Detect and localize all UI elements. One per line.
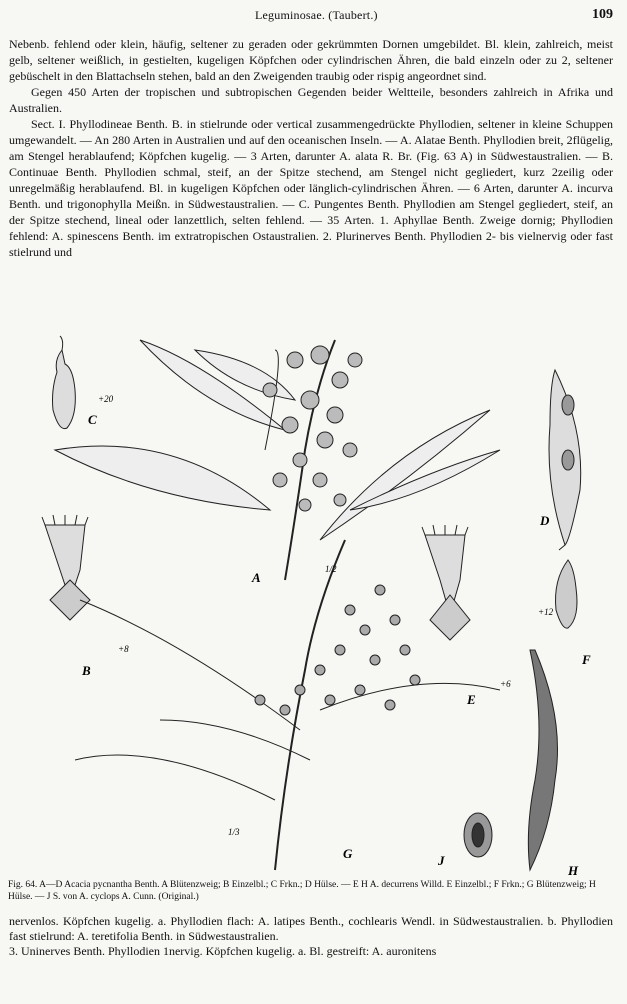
pod-d-drawing	[549, 370, 581, 550]
paragraph: 3. Uninerves Benth. Phyllodien 1nervig. Köpfchen kugelig. a. Bl. gestreift: A. auronitens	[9, 944, 437, 958]
branch-g-drawing	[75, 540, 500, 870]
scale-label-a: 1/2	[325, 564, 337, 574]
paragraph: nervenlos. Köpfchen kugelig. a. Phyllodien flach: A. latipes Benth., cochlearis Wendl. in Südwestaustralien. b. Phyllodien fast stielrund: A. teretifolia Benth. in Südwestaustralien.	[9, 914, 613, 943]
figure-letter-a: A	[252, 570, 261, 585]
ovary-f-drawing	[556, 560, 578, 628]
figure-caption: Fig. 64. A—D Acacia pycnantha Benth. A Blütenzweig; B Einzelbl.; C Frkn.; D Hülse. — E H A. decurrens Willd. E Einzelbl.; F Frkn.; G Blütenzweig; H Hülse. — J S. von A. cyclops A. Cunn. (Original.)	[8, 880, 596, 902]
paragraph: Nebenb. fehlend oder klein, häufig, seltener zu geraden oder gekrümmten Dornen umgebildet. Bl. klein, zahlreich, meist gelb, seltener weißlich, in gestielten, kugeligen Köpfchen oder cylindrischen Ähren, die bald einzeln oder zu 2, seltener gebüschelt in den Blattachseln stehen, bald an den Zweigenden traubig oder rispig angeordnet sind.	[9, 37, 613, 83]
figure-letter-h: H	[568, 863, 579, 878]
body-text-top	[9, 36, 613, 260]
paragraph: Gegen 450 Arten der tropischen und subtropischen Gegenden beider Weltteile, besonders zahlreich in Afrika und Australien.	[9, 85, 613, 115]
flower-b-drawing	[42, 515, 90, 620]
figure-illustration	[20, 330, 615, 878]
figure-letter-e: E	[467, 692, 476, 707]
page-number: 109	[592, 7, 613, 22]
seed-j-drawing	[464, 813, 492, 857]
scale-label-c: +20	[98, 394, 114, 404]
figure-letter-g: G	[343, 846, 353, 861]
scale-label-b: +8	[118, 644, 129, 654]
running-title: Leguminosae. (Taubert.)	[255, 8, 378, 22]
scale-label-f: +12	[538, 607, 554, 617]
botanical-figure	[20, 330, 615, 878]
figure-letter-f: F	[582, 652, 591, 667]
figure-letter-j: J	[438, 853, 445, 868]
figure-letter-c: C	[88, 412, 97, 427]
figure-letter-d: D	[540, 513, 550, 528]
flower-e-drawing	[422, 525, 470, 640]
body-text-bottom	[9, 914, 613, 959]
figure-letter-b: B	[82, 663, 91, 678]
pod-h-drawing	[528, 650, 557, 870]
scale-label-g: 1/3	[228, 827, 240, 837]
paragraph: Sect. I. Phyllodineae Benth. B. in stielrunde oder vertical zusammengedrückte Phyllodien, seltener in kleine Schuppen umgewandelt. — An 280 Arten in Australien und auf den oceanischen Inseln. — A. Alatae Benth. Phyllodien breit, 2flügelig, am Stengel herablaufend; Köpfchen kugelig. — 3 Arten, darunter A. alata R. Br. (Fig. 63 A) in Südwestaustralien. — B. Continuae Benth. Phyllodien schmal, steif, an der Spitze stechend, am Stengel nicht gegliedert, kurz 2zeilig oder unregelmäßig herablaufend. Bl. in kugeligen Köpfchen oder länglich-cylindrischen Ähren. — 6 Arten, darunter A. incurva Benth. und trigonophylla Meißn. in Südwestaustralien. — C. Pungentes Benth. Phyllodien am Stengel gegliedert, steif, an der Spitze stechend, lineal oder lanzettlich, selten fehlend. — 35 Arten. 1. Aphyllae Benth. Zweige dornig; Phyllodien fehlend: A. spinescens Benth. im extratropischen Ostaustralien. 2. Plurinerves Benth. Phyllodien 2- bis vielnervig oder fast stielrund und	[9, 117, 613, 259]
page-header	[0, 8, 627, 26]
scale-label-e: +6	[500, 679, 511, 689]
ovary-c-drawing	[53, 336, 76, 429]
